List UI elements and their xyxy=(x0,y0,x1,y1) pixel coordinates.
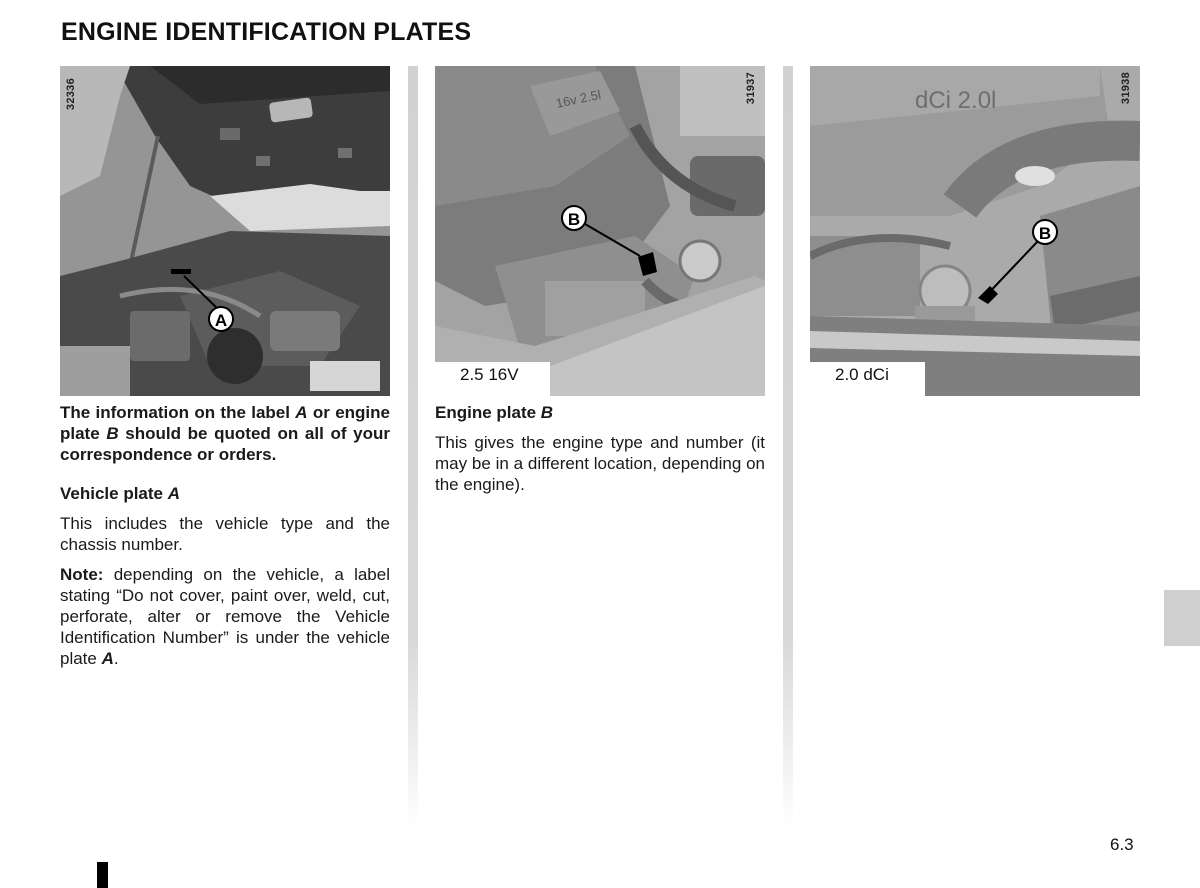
vehicle-plate-text: This includes the vehicle type and the chassis number. xyxy=(60,514,390,554)
page-number: 6.3 xyxy=(1110,835,1134,854)
corner-mark xyxy=(97,862,108,888)
note-paragraph: Note: depending on the vehicle, a label stating “Do not cover, paint over, weld, cut, perforate, alter or remove the Vehicle Identification Number” is under the vehicle plate A. xyxy=(60,565,390,668)
column-left xyxy=(60,402,390,669)
column-middle xyxy=(435,402,765,495)
bonnet-illustration xyxy=(60,66,390,396)
photo-caption: 2.0 dCi xyxy=(810,362,925,396)
column-divider-left xyxy=(408,66,418,826)
column-divider-right xyxy=(783,66,793,826)
engine-plate-heading: Engine plate B xyxy=(435,403,554,422)
page-title: ENGINE IDENTIFICATION PLATES xyxy=(61,18,472,46)
svg-text:16v 2.5l: 16v 2.5l xyxy=(554,86,603,111)
engine-cover-text: dCi 2.0l xyxy=(915,87,997,114)
callout-a-label: A xyxy=(214,311,228,330)
engine-plate-text: This gives the engine type and number (it may be in a different location, depending on the engine). xyxy=(435,433,765,494)
photo-engine-plate-dci xyxy=(810,66,1140,396)
photo-ref-number: 31938 xyxy=(1120,72,1132,105)
engine-25-illustration xyxy=(435,66,765,396)
engine-dci-illustration xyxy=(810,66,1140,396)
callout-b-label: B xyxy=(1038,224,1052,243)
photo-ref-number: 32336 xyxy=(65,78,77,111)
photo-ref-number: 31937 xyxy=(745,72,757,105)
vehicle-plate-heading: Vehicle plate A xyxy=(60,484,181,503)
intro-paragraph: The information on the label A or engine plate B should be quoted on all of your correspondence or orders. xyxy=(60,403,390,464)
section-tab-marker xyxy=(1164,590,1200,646)
photo-caption: 2.5 16V xyxy=(435,362,550,396)
photo-vehicle-plate xyxy=(60,66,390,396)
photo-engine-plate-25 xyxy=(435,66,765,396)
callout-b-label: B xyxy=(567,210,581,229)
